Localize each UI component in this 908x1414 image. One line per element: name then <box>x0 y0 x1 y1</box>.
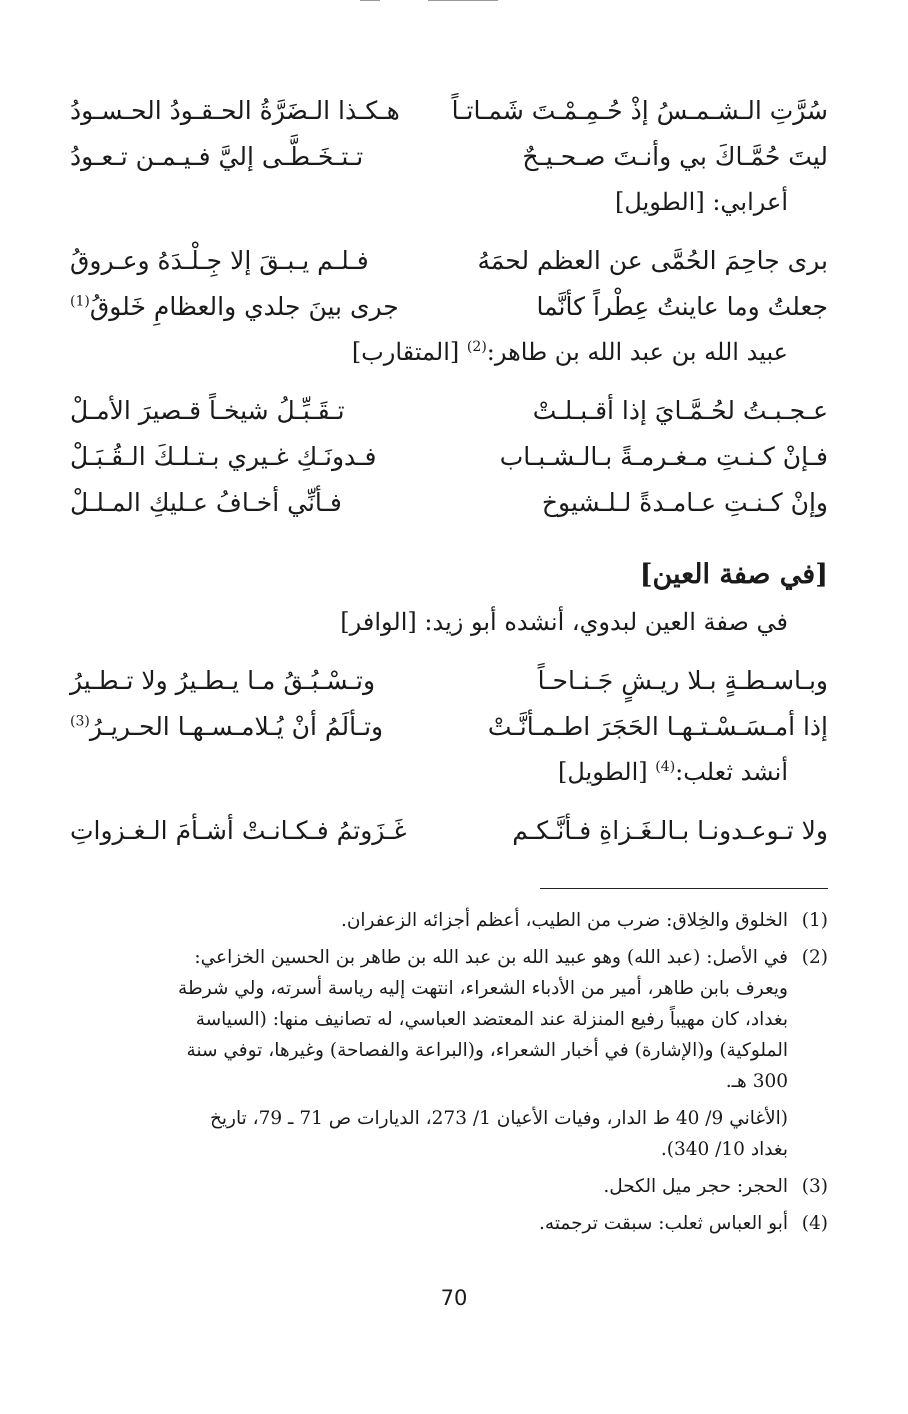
footnote-ref: (1) <box>70 293 90 310</box>
footnote-text: (الأغاني 9/ 40 ط الدار، وفيات الأعيان 1/ 273، الديارات ص 71 ـ 79، تاريخ <box>209 1108 788 1129</box>
verse-line <box>70 704 828 750</box>
footnote-number: (2) <box>801 947 828 968</box>
footnote-source <box>70 1103 828 1165</box>
verse-first-hemistich: فـإنْ كـنـتِ مـغـرمـةً بـالـشـبـاب <box>499 442 828 471</box>
footnote-text: بغداد، كان مهيباً رفيع المنزلة عند المعتضد العباسي، له تصانيف منها: (السياسة <box>195 1009 788 1030</box>
footnote <box>70 1171 828 1202</box>
verse-second-hemistich: تـقَـبِّـلُ شيخـاً قـصيرَ الأمـلْ <box>70 396 345 425</box>
footnote-number: (1) <box>801 910 828 931</box>
verse-line <box>70 88 828 134</box>
footnote-text: ويعرف بابن طاهر، أمير من الأدباء الشعراء، انتهت إليه رياسة أسرته، ولي شرطة <box>178 978 788 999</box>
footnote-text: 300 هـ. <box>725 1071 788 1092</box>
footnote-text: بغداد 10/ 340). <box>660 1139 788 1160</box>
section-heading: [في صفة العين] <box>639 559 828 590</box>
verse-first-hemistich: جعلتُ وما عاينتُ عِطْراً كأنَّما <box>536 292 828 321</box>
footnote-text: الحجر: حجر ميل الكحل. <box>603 1176 788 1197</box>
verse-line <box>70 284 828 330</box>
verse-second-hemistich: هـكـذا الـضَرَّةُ الحـقـودُ الحـسـودُ <box>70 96 400 125</box>
verse-first-hemistich: ولا تـوعـدونـا بـالـغَـزاةِ فـأنَّـكـم <box>512 816 828 845</box>
footnote-text: الخلوق والخِلاق: ضرب من الطيب، أعظم أجزائه الزعفران. <box>340 910 788 931</box>
verse-second-hemistich: فـلـم يـبـقَ إلا جِـلْـدَهُ وعـروقُ <box>70 246 369 275</box>
footnote-number: (4) <box>801 1213 828 1234</box>
verse-line <box>70 238 828 284</box>
footnote-ref: (4) <box>655 759 676 775</box>
poet-attribution: أنشد ثعلب:$^{(4)}$ [الطويل] <box>558 758 788 786</box>
verse-second-hemistich: فـدونَـكِ غـيري بـتـلـكَ الـقُـبَـلْ <box>70 442 377 471</box>
verse-second-hemistich: وتـسْـبُـقُ مـا يـطـيرُ ولا تـطـيرُ <box>70 666 376 695</box>
verse-first-hemistich: عـجـبـتُ لحُـمَّـايَ إذا أقـبـلـتْ <box>532 396 828 425</box>
top-rule-marks <box>360 0 510 2</box>
verse-second-hemistich: جرى بينَ جلدي والعظامِ خَلوقُ$^{(1)}$ <box>70 292 399 321</box>
verse-first-hemistich: سُرَّتِ الـشـمـسُ إذْ حُـمِـمْـتَ شَمـاتـاً <box>451 96 828 125</box>
footnote-text: الملوكية) و(الإشارة) في أخبار الشعراء، و(البراعة والفصاحة) وغيرها، توفي سنة <box>186 1040 788 1061</box>
poet-attribution: عبيد الله بن عبد الله بن طاهر:$^{(2)}$ [المتقارب] <box>351 338 788 366</box>
verse-second-hemistich: تـتـخَـطَّـى إليَّ فـيـمـن تـعـودُ <box>70 142 364 171</box>
verse-second-hemistich: غَـزَوتمُ فـكـانـتْ أشـأمَ الـغـزواتِ <box>70 816 407 845</box>
verse-line <box>70 388 828 434</box>
poet-attribution: أعرابي: [الطويل] <box>615 188 788 216</box>
footnote-text: أبو العباس ثعلب: سبقت ترجمته. <box>539 1213 788 1234</box>
verse-second-hemistich: وتـألَمُ أنْ يُـلامـسـهـا الحـريـرُ$^{(3)}$ <box>70 712 384 741</box>
verse-first-hemistich: وإنْ كـنـتِ عـامـدةً لـلـشيوخ <box>541 488 828 517</box>
footnote-text: في الأصل: (عبد الله) وهو عبيد الله بن عبد الله بن طاهر بن الحسين الخزاعي: <box>194 947 788 968</box>
footnote-ref: (2) <box>466 339 487 355</box>
footnote <box>70 942 828 1097</box>
verse-first-hemistich: برى جاحِمَ الحُمَّى عن العظم لحمَهُ <box>477 246 828 275</box>
book-page <box>70 88 828 1245</box>
verse-first-hemistich: إذا أمـسَـسْـتـهـا الحَجَرَ اطـمـأنَّـتْ <box>487 712 828 741</box>
poem-introduction: في صفة العين لبدوي، أنشده أبو زيد: [الوافر] <box>340 608 788 636</box>
page-number: 70 <box>440 1286 468 1310</box>
footnote <box>70 1208 828 1239</box>
footnote-separator <box>540 888 828 889</box>
verse-line <box>70 134 828 180</box>
verse-line <box>70 808 828 854</box>
verse-first-hemistich: وبـاسـطـةٍ بـلا ريـشٍ جَـنـاحـاً <box>537 666 828 695</box>
verse-line <box>70 480 828 526</box>
verse-line <box>70 658 828 704</box>
footnote <box>70 905 828 936</box>
footnote-number: (3) <box>801 1176 828 1197</box>
verse-second-hemistich: فـأنِّي أخـافُ عـليكِ المـلـلْ <box>70 488 342 517</box>
footnote-ref: (3) <box>70 713 90 730</box>
verse-line <box>70 434 828 480</box>
verse-first-hemistich: ليتَ حُمَّـاكَ بي وأنـتَ صـحـيـحٌ <box>522 142 828 171</box>
